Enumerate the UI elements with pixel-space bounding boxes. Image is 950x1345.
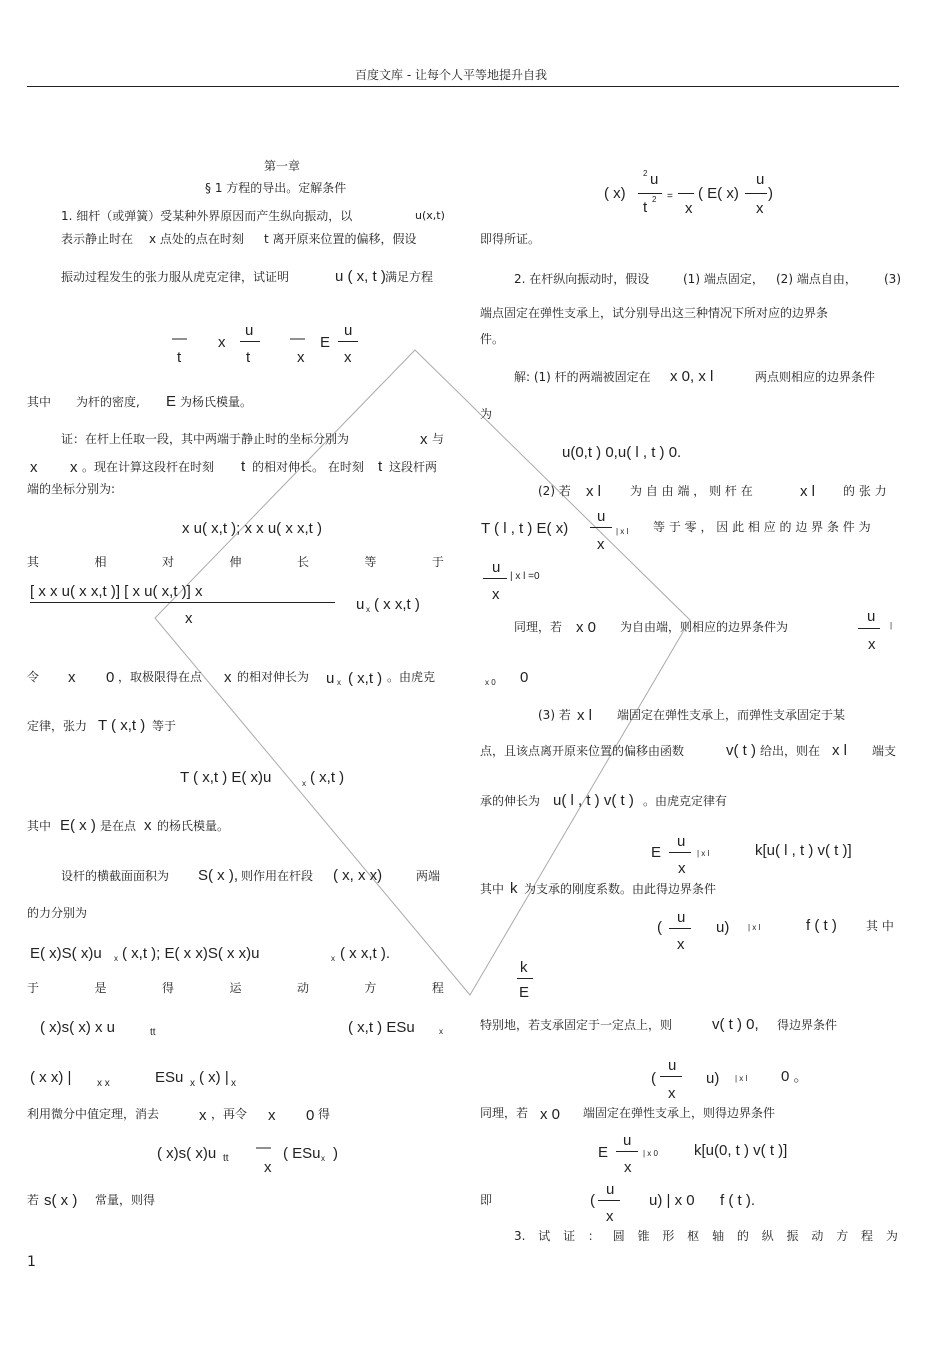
- where2-x: x: [144, 817, 152, 834]
- case2-x2: x l: [800, 483, 815, 500]
- same-a: 同理，若: [514, 620, 563, 634]
- limit-b: ，取极限得在点: [118, 670, 203, 684]
- q3-char: 的: [736, 1229, 749, 1243]
- frac-rhs2: ( x x,t ): [374, 596, 420, 613]
- forces-eq2: ( x,t ); E( x x)S( x x)u: [122, 945, 260, 962]
- const-a: 若: [27, 1193, 40, 1207]
- eq7-rhs: k[u(0, t ) v( t )]: [694, 1142, 788, 1159]
- q3-char: 枢: [687, 1229, 700, 1243]
- eq4-rhs: k[u( l , t ) v( t )]: [755, 842, 852, 859]
- eq8-u: u: [606, 1181, 615, 1198]
- area-S: S( x ),: [198, 867, 238, 884]
- case3-b: 端固定在弹性支承上，而弹性支承固定于某: [617, 708, 846, 722]
- q2-line3: 件。: [480, 332, 505, 346]
- eq1-x: x: [218, 334, 226, 351]
- eq4-bar: [669, 852, 691, 853]
- spread-char: 程: [431, 981, 444, 995]
- stiffness-k: k: [510, 880, 518, 897]
- kE-E: E: [519, 984, 530, 1001]
- area-a: 设杆的横截面面积为: [61, 869, 170, 883]
- eq5-f: f ( t ): [806, 917, 837, 934]
- same-x: x 0: [576, 619, 597, 636]
- same2-x: x 0: [540, 1106, 561, 1123]
- eq1-u1: u: [245, 322, 254, 339]
- proof-line3: 端的坐标分别为:: [27, 482, 116, 496]
- case3-x: x l: [577, 707, 592, 724]
- spread-char: 等: [364, 555, 377, 569]
- case3-ext: u( l , t ) v( t ): [553, 792, 634, 809]
- q2-line2: 端点固定在弹性支承上，试分别导出这三种情况下所对应的边界条: [480, 306, 829, 320]
- equals-line: [27, 556, 444, 568]
- eq8-x: x: [606, 1208, 614, 1225]
- case2-c: 的 张 力: [843, 484, 887, 498]
- q3-line: [514, 1230, 898, 1242]
- problem1-u-math: u ( x, t ): [335, 268, 386, 285]
- spread-char: 得: [161, 981, 174, 995]
- mvt-x: x: [199, 1107, 207, 1124]
- case3-line2c: 端支: [872, 744, 897, 758]
- eq1-dash2: —: [290, 330, 305, 347]
- forces-eq3: ( x x,t ).: [340, 945, 390, 962]
- q3-char: 形: [662, 1229, 675, 1243]
- eq6-0: 0 。: [781, 1068, 809, 1085]
- problem1-line2a: 表示静止时在: [61, 232, 134, 246]
- proved-text: 即得所证。: [480, 232, 541, 246]
- eq3-end: ): [768, 185, 773, 202]
- frac-rhs-sub: x: [366, 605, 370, 614]
- q2-d: (3): [884, 272, 901, 286]
- proof2-t: t: [241, 458, 246, 475]
- area-b: 则作用在杆段: [241, 869, 314, 883]
- case3-v: v( t ): [726, 742, 756, 759]
- where2-E: E( x ): [60, 817, 96, 834]
- q2-c: (2) 端点自由，: [776, 272, 857, 286]
- same-bar-line: [858, 628, 880, 629]
- eq3-lhs: ( x): [604, 185, 626, 202]
- eq2a: ( x)s( x)u: [157, 1145, 217, 1162]
- limit-c: 的相对伸长为: [237, 670, 310, 684]
- motion1b-sub: x: [439, 1027, 443, 1036]
- eq6-sub: | x l: [735, 1074, 748, 1083]
- spread-char: 动: [296, 981, 309, 995]
- proof-x: x: [420, 431, 428, 448]
- case2-d: 等 于 零 ， 因 此 相 应 的 边 界 条 件 为: [653, 520, 871, 534]
- eq3-bar2: [745, 193, 767, 194]
- eq3-x: x: [685, 200, 693, 217]
- mvt-0: 0: [306, 1107, 315, 1124]
- hooke-a: 定律，张力: [27, 719, 88, 733]
- solution-x: x 0, x l: [670, 368, 714, 385]
- mvt-a: 利用微分中值定理，消去: [27, 1107, 160, 1121]
- case2-u: u: [597, 508, 606, 525]
- spread-char: 于: [431, 555, 444, 569]
- proof2-b: 的相对伸长。 在时刻: [252, 460, 364, 474]
- where1-a: 其中: [27, 395, 52, 409]
- where1-b: 为杆的密度,: [76, 395, 140, 409]
- eq6-lp: (: [651, 1070, 656, 1087]
- same-x2: x: [868, 636, 876, 653]
- proof2-t2: t: [378, 458, 383, 475]
- special-v: v( t ) 0,: [712, 1016, 759, 1033]
- q3-char: 轴: [712, 1229, 725, 1243]
- eq5-u: u: [677, 909, 686, 926]
- where1-E: E: [166, 393, 177, 410]
- case3-line2a: 点，且该点离开原来位置的偏移由函数: [480, 744, 685, 758]
- eq1-bar1: [240, 341, 260, 342]
- motion2-sub: x x: [97, 1078, 110, 1089]
- q3-char: 圆: [612, 1229, 625, 1243]
- tension-eq-sub: x: [302, 779, 306, 788]
- const-b: 常量，则得: [95, 1193, 156, 1207]
- eq5-where: 其 中: [866, 919, 894, 933]
- spread-char: 方: [364, 981, 377, 995]
- eq7-E: E: [598, 1144, 609, 1161]
- where2-b: 是在点: [100, 819, 137, 833]
- coords-eq: x u( x,t ); x x u( x x,t ): [182, 520, 323, 537]
- eq2b: ( ESu: [283, 1145, 321, 1162]
- hooke-b: 等于: [152, 719, 177, 733]
- motion2c-sub: x: [231, 1078, 236, 1089]
- problem1-u: u(x,t): [415, 209, 445, 222]
- frac-denominator: x: [185, 610, 193, 627]
- ie-text: 即: [480, 1193, 493, 1207]
- eq7-bar: [616, 1151, 638, 1152]
- proof-line1: 证：在杆上任取一段，其中两端于静止时的坐标分别为: [61, 432, 350, 446]
- frac-rhs: u: [356, 596, 365, 613]
- problem1-text: 1. 细杆（或弹簧）受某种外界原因而产生纵向振动，以: [61, 209, 353, 223]
- eq4-E: E: [651, 844, 662, 861]
- eq2b-sub: x: [321, 1154, 325, 1163]
- spread-char: 于: [27, 981, 40, 995]
- mvt-x2: x: [268, 1107, 276, 1124]
- case3-line3a: 承的伸长为: [480, 794, 541, 808]
- eq3-bar-x: [678, 193, 694, 194]
- same2-b: 端固定在弹性支承上，则得边界条件: [583, 1106, 776, 1120]
- limit-u: u: [326, 670, 335, 687]
- bc2-bar: [483, 578, 507, 579]
- q3-char: ：: [587, 1229, 600, 1243]
- eq6-bar: [660, 1076, 682, 1077]
- proof2-c: 这段杆两: [389, 460, 438, 474]
- bc2-x: x: [492, 586, 500, 603]
- motion2c: ( x) |: [199, 1069, 229, 1086]
- eq1-bar2: [338, 341, 358, 342]
- section-title: § 1 方程的导出。定解条件: [205, 181, 347, 195]
- eq2c: ): [333, 1145, 338, 1162]
- case3-line3b: 。由虎克定律有: [643, 794, 728, 808]
- same-bar: |: [890, 621, 893, 630]
- area-interval: ( x, x x): [333, 867, 383, 884]
- proof2-x2: x: [70, 459, 78, 476]
- special-a: 特别地，若支承固定于一定点上，则: [480, 1018, 673, 1032]
- proof2-a: 。现在计算这段杆在时刻: [82, 460, 215, 474]
- same-u: u: [867, 608, 876, 625]
- solution-for: 为: [480, 407, 493, 421]
- forces-sub: x: [114, 954, 118, 963]
- motion2b: ESu: [155, 1069, 184, 1086]
- spread-char: 伸: [229, 555, 242, 569]
- eq1-x2: x: [297, 349, 305, 366]
- q3-char: 证: [563, 1229, 576, 1243]
- case3-x2: x l: [832, 742, 847, 759]
- q3-char: 方: [836, 1229, 849, 1243]
- eq4-x: x: [678, 860, 686, 877]
- eq1-t2: t: [246, 349, 251, 366]
- eq3-eq: =: [667, 191, 673, 202]
- spread-char: 对: [161, 555, 174, 569]
- eq1-x3: x: [344, 349, 352, 366]
- eq3-t: t: [643, 199, 648, 216]
- special-b: 得边界条件: [777, 1018, 838, 1032]
- stiffness-a: 其中: [480, 882, 505, 896]
- spread-char: 长: [296, 555, 309, 569]
- case2-b: 为 自 由 端 ， 则 杆 在: [630, 484, 753, 498]
- eq4-sub: | x l: [697, 849, 710, 858]
- where2-c: 的杨氏模量。: [157, 819, 230, 833]
- eq5-x: x: [677, 936, 685, 953]
- eq7-x: x: [624, 1159, 632, 1176]
- mvt-c: 得: [318, 1107, 331, 1121]
- eq3-x2: x: [756, 200, 764, 217]
- q3-char: 程: [861, 1229, 874, 1243]
- kE-bar: [517, 978, 533, 979]
- bc2-u: u: [492, 559, 501, 576]
- bc2-sub: | x l =0: [510, 571, 540, 582]
- page-number: 1: [27, 1254, 36, 1270]
- forces-eq: E( x)S( x)u: [30, 945, 102, 962]
- eq3-mid: ( E( x): [698, 185, 739, 202]
- force-a: 的力分别为: [27, 906, 88, 920]
- eq1-dash1: —: [172, 330, 187, 347]
- limit-x: x: [68, 669, 76, 686]
- eq2-dash: —: [256, 1139, 271, 1156]
- case3-line2b: 给出，则在: [760, 744, 821, 758]
- limit-a: 令: [27, 670, 40, 684]
- eq7-u: u: [623, 1132, 632, 1149]
- eq7-sub: | x 0: [643, 1149, 658, 1158]
- eq2a-sub: tt: [223, 1153, 229, 1164]
- limit-u-sub: x: [337, 678, 341, 687]
- same-b: 为自由端，则相应的边界条件为: [620, 620, 789, 634]
- eq4-u: u: [677, 833, 686, 850]
- eq5-lp: (: [657, 919, 662, 936]
- solution-b: 两点则相应的边界条件: [755, 370, 876, 384]
- tension-eq2: ( x,t ): [310, 769, 345, 786]
- limit-u2: ( x,t ): [348, 670, 383, 687]
- problem1-line2c: t 离开原来位置的偏移，假设: [264, 232, 417, 246]
- problem1-line3b: 满足方程: [385, 270, 434, 284]
- eq6-mid: u): [706, 1070, 720, 1087]
- eq3-sup2: 2: [652, 195, 657, 204]
- case2-x3: x: [597, 536, 605, 553]
- eq1-u2: u: [344, 322, 353, 339]
- motion1b: ( x,t ) ESu: [348, 1019, 415, 1036]
- eq8-mid: u) | x 0: [649, 1192, 695, 1209]
- motion1: ( x)s( x) x u: [40, 1019, 115, 1036]
- eq3-bar1: [638, 193, 662, 194]
- proof2-x1: x: [30, 459, 38, 476]
- frac-numerator: [ x x u( x x,t )] [ x u( x,t )] x: [30, 583, 203, 600]
- eq5-sub: | x l: [748, 923, 761, 932]
- eq5-bar: [669, 928, 691, 929]
- kE-k: k: [520, 959, 528, 976]
- const-s: s( x ): [44, 1192, 78, 1209]
- spread-char: 相: [94, 555, 107, 569]
- bc1-eq: u(0,t ) 0,u( l , t ) 0.: [562, 444, 682, 461]
- same-sub: x 0: [485, 678, 496, 687]
- limit-x2: x: [224, 669, 232, 686]
- case2-sub: | x l: [616, 527, 629, 536]
- eq3-sup: 2: [643, 169, 648, 178]
- eq8-bar: [598, 1200, 620, 1201]
- case2-a: (2) 若: [538, 484, 571, 498]
- spread-char: 其: [27, 555, 40, 569]
- motion-intro: [27, 982, 444, 994]
- case2-x: x l: [586, 483, 601, 500]
- eq2-x: x: [264, 1159, 272, 1176]
- mvt-b: ，再令: [211, 1107, 248, 1121]
- proof-and: 与: [432, 432, 445, 446]
- solution-a: 解: (1) 杆的两端被固定在: [514, 370, 651, 384]
- eq6-x: x: [668, 1085, 676, 1102]
- q3-char: 锥: [637, 1229, 650, 1243]
- q2-b: (1) 端点固定，: [683, 272, 764, 286]
- eq1-t1: t: [177, 349, 182, 366]
- stiffness-b: 为支承的刚度系数。由此得边界条件: [524, 882, 717, 896]
- spread-char: 运: [229, 981, 242, 995]
- case2-T: T ( l , t ) E( x): [481, 520, 569, 537]
- forces-sub2: x: [331, 954, 335, 963]
- q3-char: 纵: [761, 1229, 774, 1243]
- where2-a: 其中: [27, 819, 52, 833]
- limit-0: 0: [106, 669, 115, 686]
- eq1-E: E: [320, 334, 331, 351]
- q3-char: 3.: [514, 1229, 526, 1243]
- tension-eq: T ( x,t ) E( x)u: [180, 769, 272, 786]
- area-c: 两端: [416, 869, 441, 883]
- page-header: 百度文库 - 让每个人平等地提升自我: [355, 68, 547, 82]
- q3-char: 振: [786, 1229, 799, 1243]
- q3-char: 动: [811, 1229, 824, 1243]
- spread-char: 是: [94, 981, 107, 995]
- eq3-u2: u: [756, 171, 765, 188]
- chapter-title: 第一章: [264, 159, 301, 173]
- motion1-sub: tt: [150, 1027, 156, 1038]
- eq8-f: f ( t ).: [720, 1192, 755, 1209]
- eq8-lp: (: [590, 1192, 595, 1209]
- q3-char: 为: [885, 1229, 898, 1243]
- problem1-line2b: x 点处的点在时刻: [149, 232, 244, 246]
- case2-bar: [590, 527, 612, 528]
- same-0: 0: [520, 669, 529, 686]
- problem1-line3a: 振动过程发生的张力服从虎克定律，试证明: [61, 270, 290, 284]
- eq5-mid: u): [716, 919, 730, 936]
- where1-c: 为杨氏模量。: [180, 395, 253, 409]
- q3-char: 试: [538, 1229, 551, 1243]
- same2-a: 同理，若: [480, 1106, 529, 1120]
- eq6-u: u: [668, 1057, 677, 1074]
- q2-a: 2. 在杆纵向振动时，假设: [514, 272, 650, 286]
- hooke-T: T ( x,t ): [98, 717, 146, 734]
- eq3-u: u: [650, 171, 659, 188]
- case3-a: (3) 若: [538, 708, 571, 722]
- motion2b-sub: x: [190, 1078, 195, 1089]
- frac-bar: [30, 602, 335, 603]
- limit-d: 。由虎克: [387, 670, 436, 684]
- motion2: ( x x) |: [30, 1069, 72, 1086]
